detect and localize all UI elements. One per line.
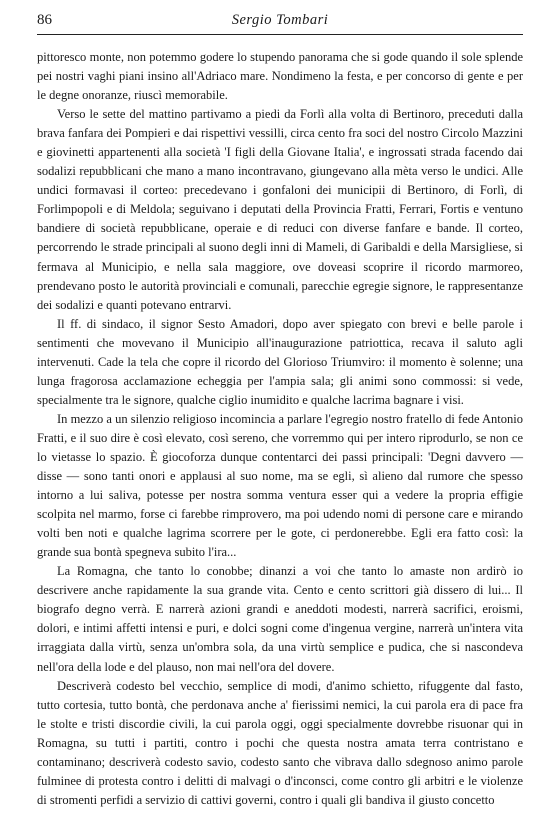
page-body: [37, 48, 523, 810]
paragraph: Il ff. di sindaco, il signor Sesto Amadori, dopo aver spiegato con brevi e belle parole i sentimenti che movevano il Municipio all'inaugurazione patriottica, recava il saluto agli intervenuti. Cade la tela che copre il ricordo del Glorioso Triumviro: il momento è solenne; una lunga fragorosa acclamazione echeggia per l'ampia sala; gli animi sono commossi: si vede, specialmente tra le signore, qualche ciglio inumidito e qualche lacrima bagnare i visi.: [37, 316, 523, 407]
paragraph: pittoresco monte, non potemmo godere lo stupendo panorama che si gode quando il sole splende pei nostri vaghi piani insino all'Adriaco mare. Nondimeno la festa, e per concorso di gente e per le degne onoranze, riuscì memorabile.: [37, 50, 523, 103]
page-header: [37, 10, 523, 35]
paragraph: Verso le sette del mattino partivamo a piedi da Forlì alla volta di Bertinoro, preceduti dalla brava fanfara dei Pompieri e dai rispettivi vessilli, circa cento fra soci del nostro Circolo Mazzini e giovinetti appartenenti alla società 'I figli della Giovane Italia', e ingrossati strada facendo dai sodalizi repubblicani che mano a mano incontravano, giungevano alla mèta verso le undici. Alle undici formavasi il corteo: precedevano i gonfaloni dei municipii di Bertinoro, di Forlì, di Forlimpopoli e di Meldola; seguivano i deputati della Provincia Fratti, Ferrari, Fortis e ventuno bandiere di società repubblicane, operaie e di reduci con diverse fanfare e bande. Il corteo, percorrendo le strade principali al suono degli inni di Mameli, di Garibaldi e della Marsigliese, si fermava al Municipio, e nella sala maggiore, ove doveasi scoprire il ricordo marmoreo, prendevano posto le autorità provinciali e comunali, parecchie egregie signore, le rappresentanze dei sodalizi e quanti potevano entrarvi.: [37, 107, 523, 312]
running-head: Sergio Tombari: [231, 12, 329, 28]
paragraph: In mezzo a un silenzio religioso incomincia a parlare l'egregio nostro fratello di fede Antonio Fratti, e il suo dire è così elevato, così sereno, che vorremmo qui per intero riprodurlo, se non ce lo vietasse lo spazio. È giocoforza dunque contentarci dei passi principali: 'Degni davvero — disse — sono tanti onori e applausi al suo nome, ma se egli, sì alieno dal rumore che spesso intorno a lui saliva, potesse per nostra somma ventura esser qui a vedere la propria effigie scolpita nel marmo, forse ci farebbe rimprovero, ma poi udendo nomi di persone care e mirando volti ben noti e qualche lagrima scorrere per le gote, ci perdonerebbe. Egli era fatto così: la grande sua bontà spegneva subito l'ira...: [37, 411, 523, 560]
paragraph: La Romagna, che tanto lo conobbe; dinanzi a voi che tanto lo amaste non ardirò io descrivere anche rapidamente la sua grande vita. Cento e cento scrittori già dissero di lui... Il biografo degno verrà. E narrerà azioni grandi e aneddoti modesti, narrerà sacrifici, eroismi, dolori, e intimi affetti intensi e puri, e dolci sogni come d'ingenua vergine, narrerà un'intera vita irraggiata dalla virtù, senza un'ombra sola, da una virtù semplice e pudica, che si nascondeva nell'ora della lode e del plauso, non mai nell'ora del dovere.: [37, 564, 523, 674]
paragraph: Descriverà codesto bel vecchio, semplice di modi, d'animo schietto, rifuggente dal fasto, tutto cortesia, tutto bontà, che perdonava anche a' fierissimi nemici, la cui parola era di pace fra le stolte e tristi discordie civili, la cui parola oggi, oggi specialmente dovrebbe risuonar qui in Romagna, su tutti i partiti, contro i pochi che questa nostra amata terra contristano e contaminano; descriverà codesto savio, codesto santo che vibrava dallo sdegnoso animo parole fulminee di protesta contro i delitti di malvagi o d'inconsci, come contro gli arbitri e le violenze di stromenti perfidi a servizio di cattivi governi, contro i quali gli bandiva il giusto concetto: [37, 678, 523, 807]
page-number: 86: [37, 12, 52, 28]
